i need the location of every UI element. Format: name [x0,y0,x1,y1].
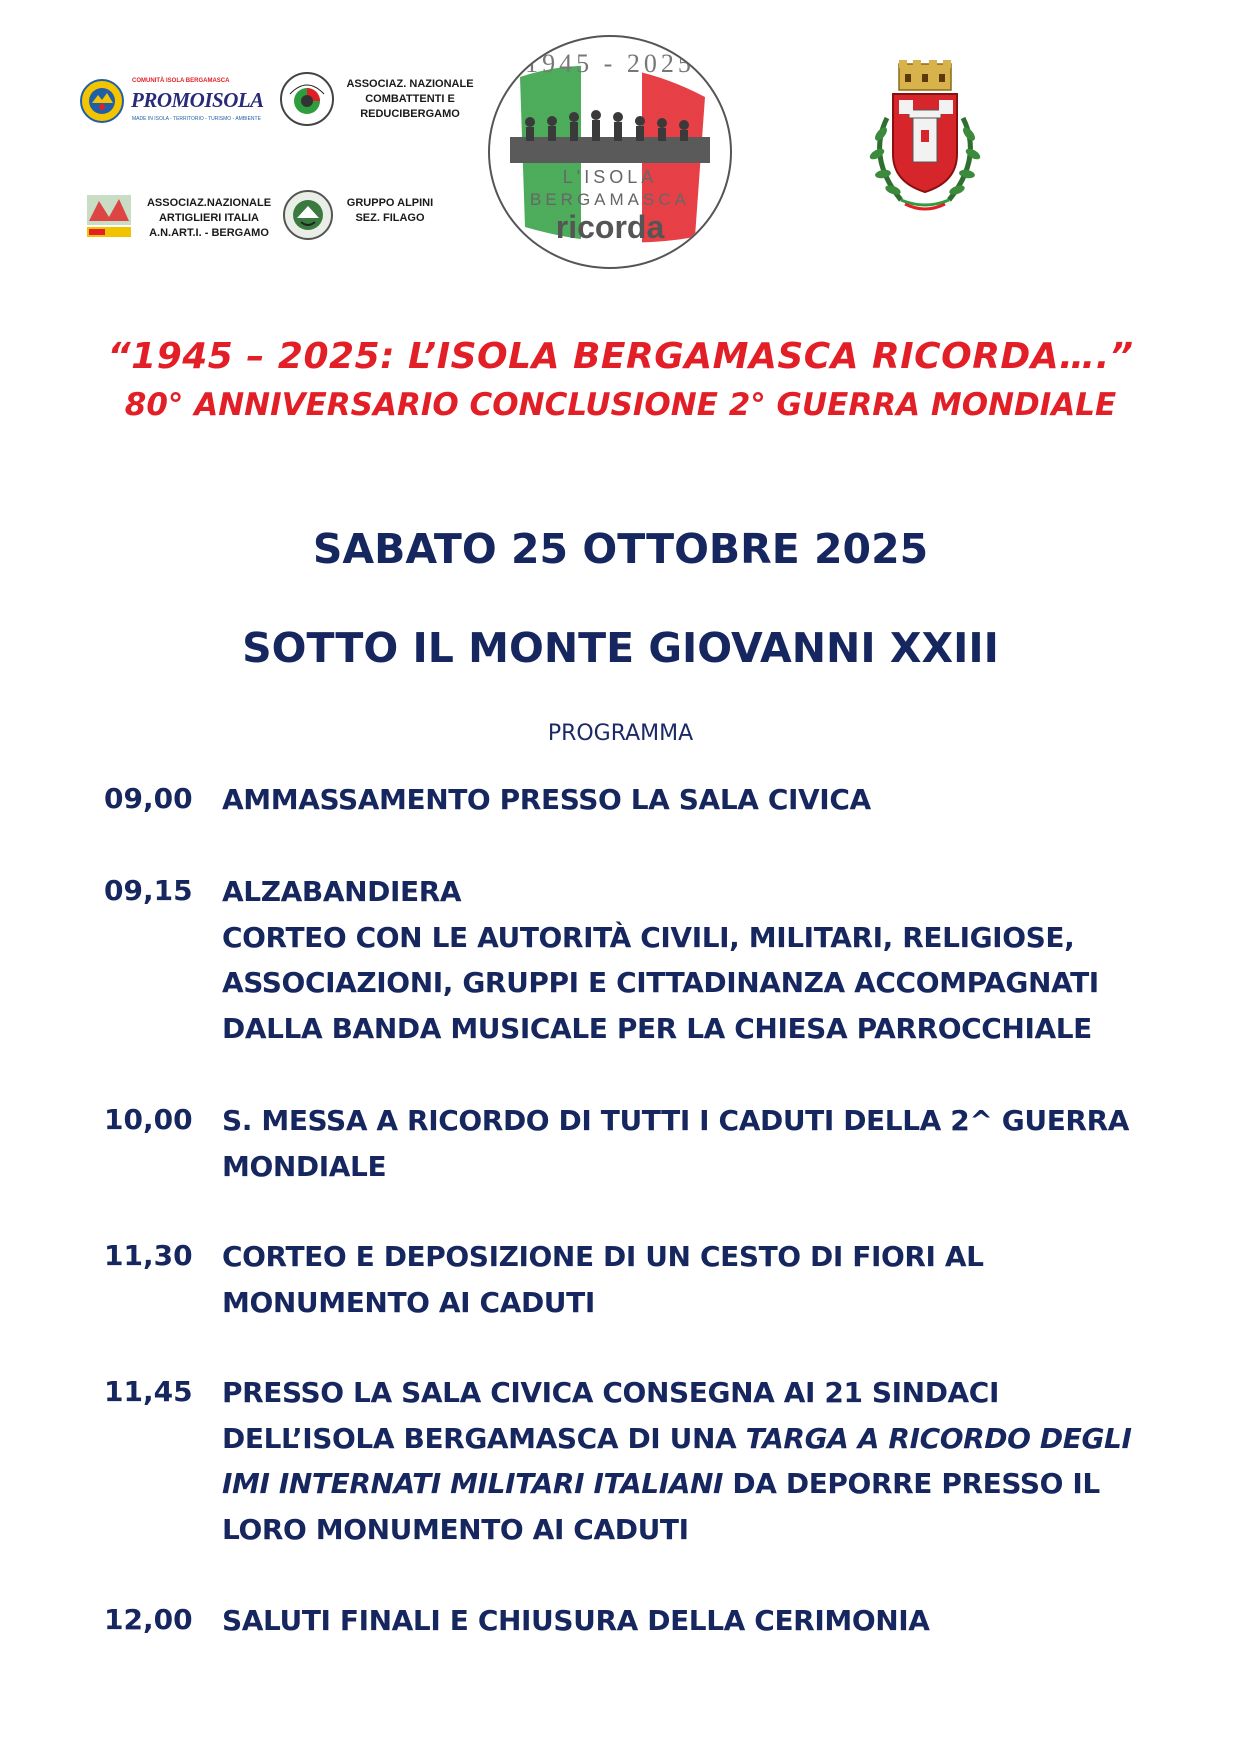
schedule-time: 12,00 [104,1603,193,1636]
schedule-line: ASSOCIAZIONI, GRUPPI E CITTADINANZA ACCOMPAGNATI [222,966,1099,999]
alpini-line-2: SEZ. FILAGO [355,212,425,224]
schedule-time: 11,45 [104,1375,193,1408]
event-place: SOTTO IL MONTE GIOVANNI XXIII [242,624,999,672]
artiglieri-label [140,196,278,241]
event-date: SABATO 25 OTTOBRE 2025 [312,525,929,573]
programma-label: PROGRAMMA [547,721,694,746]
municipal-crest-icon [857,58,993,220]
schedule-time: 09,15 [104,874,193,907]
schedule-description [222,1234,1182,1325]
schedule-line: MONUMENTO AI CADUTI [222,1285,595,1319]
schedule-description [222,869,1182,1051]
artiglieri-line-1: ASSOCIAZ.NAZIONALE [146,197,272,209]
promoisola-top-text: COMUNITÀ ISOLA BERGAMASCA [132,78,230,84]
promoisola-sub-text: MADE IN ISOLA - TERRITORIO - TURISMO - AMBIENTE [132,116,261,122]
schedule-line: ALZABANDIERA [222,875,462,908]
sub-title: 80° ANNIVERSARIO CONCLUSIONE 2° GUERRA MONDIALE [124,387,1117,423]
schedule-time: 11,30 [104,1239,193,1272]
artiglieri-line-2: ARTIGLIERI ITALIA [158,212,259,224]
schedule-description [222,1370,1182,1552]
schedule-line: CORTEO E DEPOSIZIONE DI UN CESTO DI FIORI AL [222,1240,984,1273]
schedule-description [222,1098,1182,1189]
schedule-line [222,1416,1182,1462]
logo-line-2: BERGAMASCA [530,190,690,209]
logo-line-1: L'ISOLA [562,167,658,187]
schedule-line-italic: TARGA A RICORDO DEGLI [745,1421,1132,1455]
promoisola-brand: PROMOISOLA [131,88,264,112]
combattenti-label [340,77,480,122]
schedule-time: 10,00 [104,1103,193,1136]
combattenti-line-1: ASSOCIAZ. NAZIONALE [346,78,474,90]
schedule-line [222,1461,1182,1507]
isola-bergamasca-ricorda-logo [488,35,732,269]
schedule-line: AMMASSAMENTO PRESSO LA SALA CIVICA [222,783,871,816]
schedule-description [222,1598,1182,1644]
schedule-line: LORO MONUMENTO AI CADUTI [222,1512,689,1546]
schedule-line: PRESSO LA SALA CIVICA CONSEGNA AI 21 SINDACI [222,1376,999,1409]
logo-years: 1945 - 2025 [525,49,695,78]
main-title: “1945 – 2025: L’ISOLA BERGAMASCA RICORDA….” [107,336,1134,377]
alpini-label [340,196,440,226]
schedule-time: 09,00 [104,782,193,815]
schedule-line-part: DELL’ISOLA BERGAMASCA DI UNA [222,1421,746,1455]
combattenti-line-3: REDUCIBERGAMO [360,108,460,120]
schedule-line: DALLA BANDA MUSICALE PER LA CHIESA PARROCCHIALE [222,1011,1092,1045]
schedule-line-italic: IMI INTERNATI MILITARI ITALIANI [222,1467,724,1500]
promoisola-logo [78,76,264,126]
alpini-line-1: GRUPPO ALPINI [346,197,434,209]
alpini-badge-icon [283,190,333,240]
schedule-line: SALUTI FINALI E CHIUSURA DELLA CERIMONIA [222,1604,930,1637]
combattenti-badge-icon [280,72,334,126]
schedule-line: CORTEO CON LE AUTORITÀ CIVILI, MILITARI, RELIGIOSE, [222,920,1075,954]
artiglieri-line-3: A.N.ART.I. - BERGAMO [149,227,269,239]
artiglieri-badge-icon [85,191,133,239]
schedule-line: MONDIALE [222,1149,387,1183]
schedule-line: S. MESSA A RICORDO DI TUTTI I CADUTI DELLA 2^ GUERRA [222,1104,1130,1137]
logo-line-3: ricorda [555,209,665,245]
schedule-description [222,777,1182,823]
promoisola-emblem-icon [80,79,124,123]
schedule-line-part: DA DEPORRE PRESSO IL [723,1467,1100,1500]
combattenti-line-2: COMBATTENTI E [365,93,455,105]
